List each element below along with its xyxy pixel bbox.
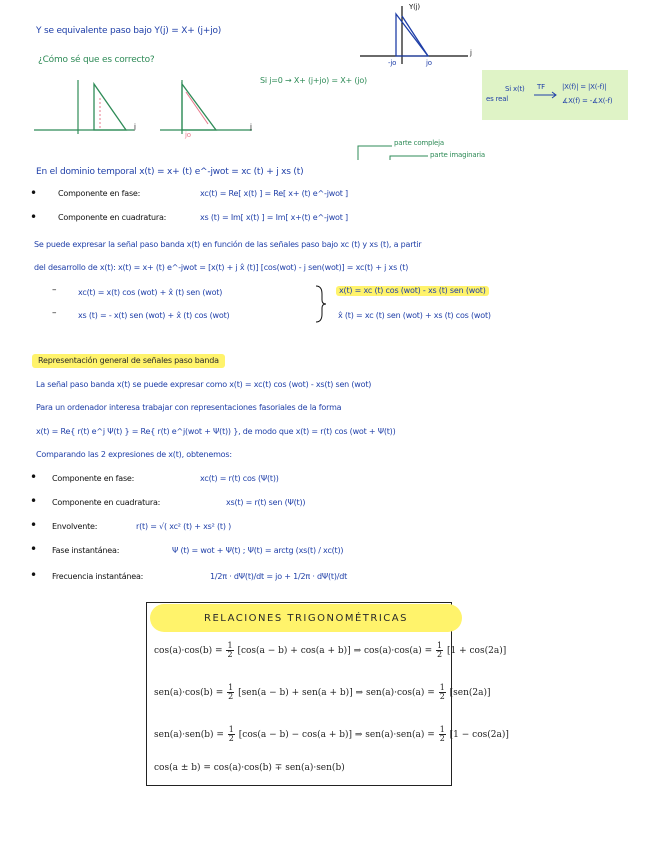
graph-mid (160, 78, 270, 138)
check-answer: Si j=0 → X+ (j+jo) = X+ (jo) (260, 76, 367, 85)
real-signal-cond-a: Si x(t) (505, 85, 525, 93)
graph-top-tick-neg: -jo (388, 59, 397, 67)
xc-derivation: xc(t) = x(t) cos (wot) + x̂ (t) sen (wot) (78, 288, 223, 297)
graph-top-y-label: Y(j) (409, 3, 420, 11)
hilbert-result: x̂ (t) = xc (t) sen (wot) + xs (t) cos (wot) (338, 311, 491, 320)
bullet: • (30, 186, 38, 200)
bandpass-line-3: x(t) = Re{ r(t) e^j Ψ(t) } = Re{ r(t) e^j(wot + Ψ(t)) }, de modo que x(t) = r(t) cos (wot + Ψ(t)) (36, 427, 396, 436)
inphase-value: xc(t) = Re[ x(t) ] = Re[ x+ (t) e^-jwot ] (200, 189, 348, 198)
real-signal-arrow: TF (537, 83, 545, 91)
section-heading-bandpass: Representación general de señales paso banda (32, 354, 225, 368)
quadrature-label: Componente en cuadratura: (58, 213, 167, 222)
real-signal-cond-b: es real (486, 95, 509, 103)
real-signal-arrow-line (534, 92, 558, 98)
paragraph-line-2: del desarrollo de x(t): x(t) = x+ (t) e^-jwot = [x(t) + j x̂ (t)] [cos(wot) - j sen(wot)] = xc(t) + j xs (t) (34, 263, 409, 272)
quadrature-value: xs (t) = Im[ x(t) ] = Im[ x+(t) e^-jwot ] (200, 213, 348, 222)
bullet: • (30, 542, 38, 556)
bandpass-line-2: Para un ordenador interesa trabajar con representaciones fasoriales de la forma (36, 403, 342, 412)
item-label-frequency: Frecuencia instantánea: (52, 572, 144, 581)
graph-top-x-label: j (470, 49, 472, 57)
inphase-label: Componente en fase: (58, 189, 141, 198)
item-value-inphase: xc(t) = r(t) cos (Ψ(t)) (200, 474, 279, 483)
graph-mid-tick: jo (185, 131, 191, 139)
item-label-quadrature: Componente en cuadratura: (52, 498, 161, 507)
item-value-quadrature: xs(t) = r(t) sen (Ψ(t)) (226, 498, 306, 507)
check-question: ¿Cómo sé que es correcto? (38, 55, 155, 65)
annotation-brackets (356, 142, 436, 162)
dash: – (52, 308, 57, 318)
graph-top (360, 4, 480, 74)
trig-eq-4: cos(a ± b) = cos(a)·cos(b) ∓ sen(a)·sen(b) (154, 763, 345, 773)
bullet: • (30, 494, 38, 508)
item-value-envelope: r(t) = √( xc² (t) + xs² (t) ) (136, 522, 232, 531)
real-signal-result-1: |X(f)| = |X(-f)| (562, 83, 607, 91)
xt-result-highlighted: x(t) = xc (t) cos (wot) - xs (t) sen (wot) (336, 286, 489, 296)
xs-derivation: xs (t) = - x(t) sen (wot) + x̂ (t) cos (wot) (78, 311, 230, 320)
bandpass-line-4: Comparando las 2 expresiones de x(t), obtenemos: (36, 450, 232, 459)
item-label-envelope: Envolvente: (52, 522, 98, 531)
paragraph-line-1: Se puede expresar la señal paso banda x(t) en función de las señales paso bajo xc (t) y xs (t), a partir (34, 240, 422, 249)
annotation-complex-part: parte compleja (394, 139, 444, 147)
trig-eq-3: sen(a)·sen(b) = $\frac{1}{2}$ [cos(a − b) − cos(a + b)] ⇒ sen(a)·sen(a) = $\frac{1}{2}$ [1 − cos(2a)] (154, 725, 509, 743)
derivation-brace (314, 284, 328, 324)
graph-left-x-label: j (134, 123, 136, 131)
time-domain-line: En el dominio temporal x(t) = x+ (t) e^-jwot = xc (t) + j xs (t) (36, 167, 304, 177)
graph-top-tick-pos: jo (426, 59, 432, 67)
bullet: • (30, 470, 38, 484)
bullet: • (30, 568, 38, 582)
real-signal-result-2: ∡X(f) = -∡X(-f) (562, 97, 613, 105)
trig-title: RELACIONES TRIGONOMÉTRICAS (150, 604, 462, 632)
item-value-frequency: 1/2π · dΨ(t)/dt = jo + 1/2π · dΨ(t)/dt (210, 572, 348, 581)
bullet: • (30, 518, 38, 532)
intro-equivalent-line: Y se equivalente paso bajo Y(j) = X+ (j+jo) (36, 26, 222, 36)
annotation-imaginary-part: parte imaginaria (430, 151, 485, 159)
item-label-phase: Fase instantánea: (52, 546, 120, 555)
dash: – (52, 285, 57, 295)
trig-eq-2: sen(a)·cos(b) = $\frac{1}{2}$ [sen(a − b) + sen(a + b)] ⇒ sen(a)·cos(a) = $\frac{1}{2}$ [sen(2a)] (154, 683, 491, 701)
graph-left (34, 78, 144, 138)
trig-eq-1: cos(a)·cos(b) = $\frac{1}{2}$ [cos(a − b) + cos(a + b)] ⇒ cos(a)·cos(a) = $\frac{1}{2}$ [1 + cos(2a)] (154, 641, 507, 659)
item-label-inphase: Componente en fase: (52, 474, 135, 483)
item-value-phase: Ψ (t) = wot + Ψ(t) ; Ψ(t) = arctg (xs(t) / xc(t)) (172, 546, 344, 555)
bullet: • (30, 210, 38, 224)
bandpass-line-1: La señal paso banda x(t) se puede expresar como x(t) = xc(t) cos (wot) - xs(t) sen (wot) (36, 380, 372, 389)
graph-mid-x-label: j (250, 123, 252, 131)
